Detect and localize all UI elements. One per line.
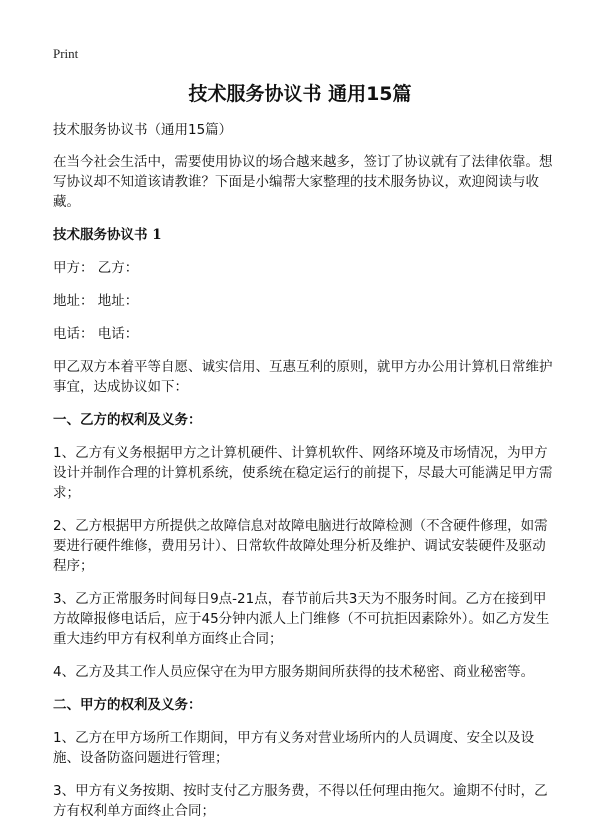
clause-item: 1、乙方有义务根据甲方之计算机硬件、计算机软件、网络环境及市场情况，为甲方设计并制作合理的计算机系统，使系统在稳定运行的前提下，尽最大可能满足甲方需求； (53, 445, 553, 501)
page-title: 技术服务协议书 通用15篇 (188, 83, 412, 105)
part2-heading: 二、甲方的权利及义务： (53, 697, 202, 713)
clause-item: 2、乙方根据甲方所提供之故障信息对故障电脑进行故障检测（不含硬件修理，如需要进行硬件维修，费用另计）、日常软件故障处理分析及维护、调试安装硬件及驱动程序； (53, 518, 548, 574)
address-line: 地址： 地址： (53, 293, 139, 309)
document-body (53, 120, 554, 834)
clause-item: 3、甲方有义务按期、按时支付乙方服务费，不得以任何理由拖欠。逾期不付时，乙方有权利单方面终止合同； (53, 783, 548, 819)
clause-item: 1、乙方在甲方场所工作期间，甲方有义务对营业场所内的人员调度、安全以及设施、设备防盗问题进行管理； (53, 730, 535, 766)
print-label[interactable]: Print (53, 46, 79, 61)
document-subtitle: 技术服务协议书（通用15篇） (53, 122, 233, 138)
clause-item: 3、乙方正常服务时间每日9点-21点，春节前后共3天为不服务时间。乙方在接到甲方故障报修电话后，应于45分钟内派人上门维修（不可抗拒因素除外）。如乙方发生重大违约甲方有权利单方面终止合同； (53, 591, 550, 647)
phone-line: 电话： 电话： (53, 326, 139, 342)
clause-item: 4、乙方及其工作人员应保守在为甲方服务期间所获得的技术秘密、商业秘密等。 (53, 664, 535, 680)
preamble-paragraph: 甲乙双方本着平等自愿、诚实信用、互惠互利的原则，就甲方办公用计算机日常维护事宜，达成协议如下： (53, 359, 553, 395)
section-heading: 技术服务协议书 1 (53, 227, 162, 243)
party-line: 甲方： 乙方： (53, 260, 139, 276)
intro-paragraph: 在当今社会生活中，需要使用协议的场合越来越多，签订了协议就有了法律依靠。想写协议却不知道该请教谁？下面是小编帮大家整理的技术服务协议，欢迎阅读与收藏。 (53, 154, 553, 210)
part1-heading: 一、乙方的权利及义务： (53, 412, 202, 428)
